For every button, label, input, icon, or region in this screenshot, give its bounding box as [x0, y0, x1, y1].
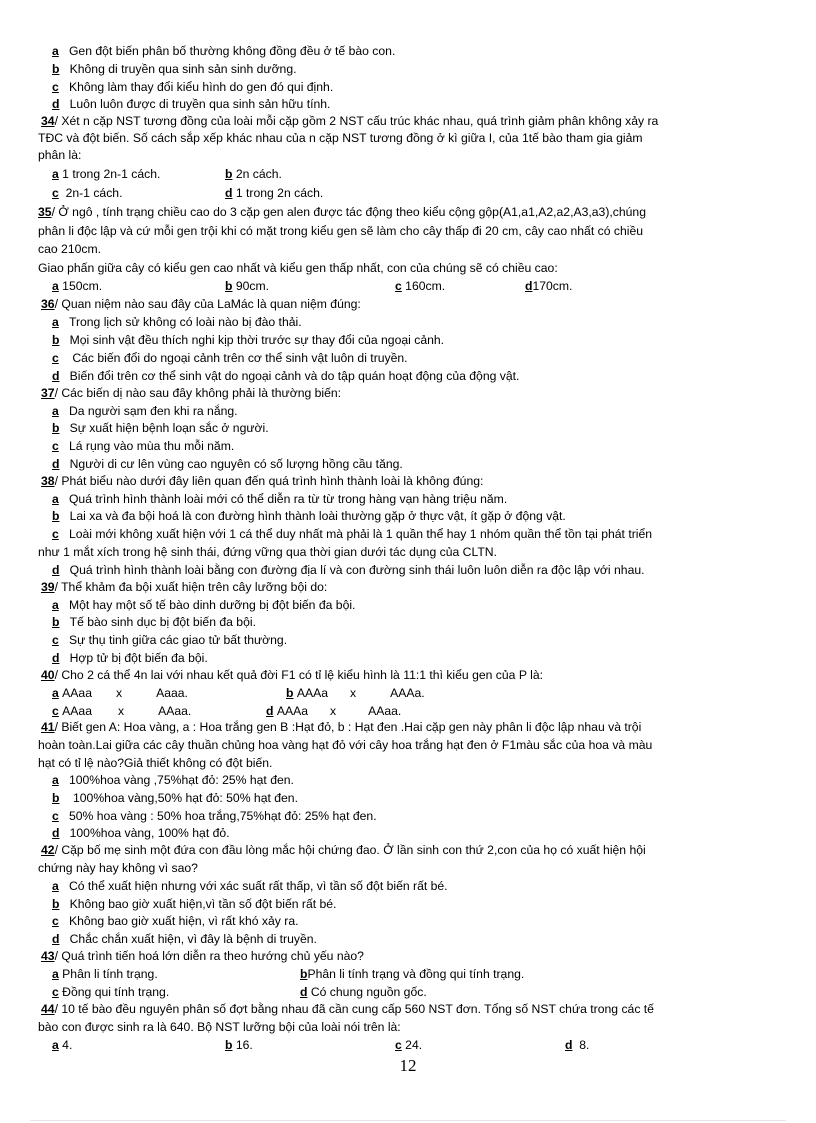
q35-stem-line4: Giao phấn giữa cây có kiểu gen cao nhất và kiểu gen thấp nhất, con của chúng sẽ có chiều cao:: [38, 261, 558, 275]
q35-stem-line3: cao 210cm.: [38, 242, 102, 256]
q44-stem-line1: 44/ 10 tế bào đều nguyên phân số đợt bằng nhau đã cần cung cấp 560 NST đơn. Tổng số NST chứa trong các tế: [41, 1002, 654, 1016]
q40-option-a: a AAaa x Aaaa.: [52, 686, 188, 700]
q34-option-d: d 1 trong 2n cách.: [225, 186, 324, 200]
q36-option-a: a Trong lịch sử không có loài nào bị đào thải.: [52, 315, 302, 329]
q36-option-d: d Biến đổi trên cơ thể sinh vật do ngoại cảnh và do tập quán hoạt động của động vật.: [52, 369, 520, 383]
q40-option-b: b AAAa x AAAa.: [286, 686, 425, 700]
q35-option-c: c 160cm.: [395, 279, 446, 293]
q37-option-a: a Da người sạm đen khi ra nắng.: [52, 404, 238, 418]
q38-option-a: a Quá trình hình thành loài mới có thể diễn ra từ từ trong hàng vạn hàng triệu năm.: [52, 492, 508, 506]
q44-stem-line2: bào con được sinh ra là 640. Bộ NST lưỡng bội của loài nói trên là:: [38, 1020, 401, 1034]
block1-option-a: a Gen đột biến phân bố thường không đồng đều ở tế bào con.: [52, 44, 396, 58]
q42-option-d: d Chắc chắn xuất hiện, vì đây là bệnh di truyền.: [52, 932, 317, 946]
q41-stem-line2: hoàn toàn.Lai giữa các cây thuần chủng hoa vàng hạt đỏ với cây hoa trắng hạt đen ở F1màu sắc của hoa và màu: [38, 738, 653, 752]
q41-stem-line1: 41/ Biết gen A: Hoa vàng, a : Hoa trắng gen B :Hạt đỏ, b : Hạt đen .Hai cặp gen này phân li độc lập nhau và trội: [41, 720, 642, 734]
q39-stem: 39/ Thể khảm đa bội xuất hiện trên cây lưỡng bội do:: [41, 580, 328, 594]
q39-option-d: d Hợp tử bị đột biến đa bội.: [52, 651, 208, 665]
q39-option-c: c Sự thụ tinh giữa các giao tử bất thường.: [52, 633, 288, 647]
q40-stem: 40/ Cho 2 cá thể 4n lai với nhau kết quả đời F1 có tỉ lệ kiểu hình là 11:1 thì kiểu gen của P là:: [41, 668, 544, 682]
q34-option-b: b 2n cách.: [225, 167, 282, 181]
q42-option-b: b Không bao giờ xuất hiện,vì tần số đột biến rất bé.: [52, 897, 337, 911]
q35-option-a: a 150cm.: [52, 279, 103, 293]
q40-option-c: c AAaa x AAaa.: [52, 704, 192, 718]
q42-stem-line1: 42/ Cặp bố mẹ sinh một đứa con đầu lòng mắc hội chứng đao. Ở lần sinh con thứ 2,con của họ có xuất hiện hội: [41, 843, 646, 857]
q34-stem-line3: phân là:: [38, 148, 82, 162]
q43-option-c: c Đồng qui tính trạng.: [52, 985, 170, 999]
page-number: 12: [399, 1056, 417, 1075]
q38-option-c-cont: như 1 mắt xích trong hệ sinh thái, đứng vững qua thời gian dưới tác dụng của CLTN.: [38, 545, 497, 559]
q37-stem: 37/ Các biến dị nào sau đây không phải là thường biến:: [41, 386, 342, 400]
q44-option-b: b 16.: [225, 1038, 253, 1052]
q41-option-a: a 100%hoa vàng ,75%hạt đỏ: 25% hạt đen.: [52, 773, 294, 787]
q34-option-a: a 1 trong 2n-1 cách.: [52, 167, 161, 181]
q43-option-d: d Có chung nguồn gốc.: [300, 985, 427, 999]
q36-stem: 36/ Quan niệm nào sau đây của LaMác là quan niệm đúng:: [41, 297, 361, 311]
q38-option-c: c Loài mới không xuất hiện với 1 cá thể duy nhất mà phải là 1 quần thể hay 1 nhóm quần thể tồn tại phát triển: [52, 527, 653, 541]
block1-option-b: b Không di truyền qua sinh sản sinh dưỡng.: [52, 62, 297, 76]
q35-stem-line2: phân li độc lập và cứ mỗi gen trội khi có mặt trong kiểu gen sẽ làm cho cây thấp đi 20 cm, cây cao nhất có chiều: [38, 224, 643, 238]
q34-option-c: c 2n-1 cách.: [52, 186, 123, 200]
q39-option-b: b Tế bào sinh dục bị đột biến đa bội.: [52, 615, 256, 629]
q42-stem-line2: chứng này hay không vì sao?: [38, 861, 198, 875]
q35-option-d: d170cm.: [525, 279, 573, 293]
q37-option-c: c Lá rụng vào mùa thu mỗi năm.: [52, 439, 235, 453]
q41-option-c: c 50% hoa vàng : 50% hoa trắng,75%hạt đỏ: 25% hạt đen.: [52, 809, 377, 823]
q37-option-d: d Người di cư lên vùng cao nguyên có số lượng hồng cầu tăng.: [52, 457, 403, 471]
q41-option-b: b 100%hoa vàng,50% hạt đỏ: 50% hạt đen.: [52, 791, 298, 805]
q44-option-a: a 4.: [52, 1038, 73, 1052]
block1-option-d: d Luôn luôn được di truyền qua sinh sản hữu tính.: [52, 97, 331, 111]
q34-stem-line2: TĐC và đột biến. Số cách sắp xếp khác nhau của n cặp NST tương đồng ở kì giữa I, của 1tế bào tham gia giảm: [38, 131, 643, 145]
page-divider: [30, 1120, 786, 1121]
q43-stem: 43/ Quá trình tiến hoá lớn diễn ra theo hướng chủ yếu nào?: [41, 949, 364, 963]
q37-option-b: b Sự xuất hiện bệnh loạn sắc ở người.: [52, 421, 269, 435]
q43-option-a: a Phân li tính trạng.: [52, 967, 158, 981]
q35-stem-line1: 35/ Ở ngô , tính trạng chiều cao do 3 cặp gen alen được tác động theo kiểu cộng gộp(A1,a1,A2,a2,A3,a3),chúng: [38, 205, 646, 219]
q40-option-d: d AAAa x AAaa.: [266, 704, 402, 718]
q43-option-b: bPhân li tính trạng và đồng qui tính trạng.: [300, 967, 525, 981]
q42-option-c: c Không bao giờ xuất hiện, vì rất khó xảy ra.: [52, 914, 299, 928]
q39-option-a: a Một hay một số tế bào dinh dưỡng bị đột biến đa bội.: [52, 598, 356, 612]
q38-option-d: d Quá trình hình thành loài bằng con đường địa lí và con đường sinh thái luôn luôn diễn ra độc lập với nhau.: [52, 563, 645, 577]
q42-option-a: a Có thể xuất hiện nhưng với xác suất rất thấp, vì tần số đột biến rất bé.: [52, 879, 448, 893]
q44-option-d: d 8.: [565, 1038, 590, 1052]
q38-stem: 38/ Phát biểu nào dưới đây liên quan đến quá trình hình thành loài là không đúng:: [41, 474, 484, 488]
block1-option-c: c Không làm thay đổi kiểu hình do gen đó qui định.: [52, 80, 334, 94]
q36-option-b: b Mọi sinh vật đều thích nghi kịp thời trước sự thay đổi của ngoại cảnh.: [52, 333, 445, 347]
q34-stem-line1: 34/ Xét n cặp NST tương đồng của loài mỗi cặp gồm 2 NST cấu trúc khác nhau, quá trình giảm phân không xảy ra: [41, 114, 659, 128]
q38-option-b: b Lai xa và đa bội hoá là con đường hình thành loài thường gặp ở thực vật, ít gặp ở động vật.: [52, 509, 566, 523]
q36-option-c: c Các biến đổi do ngoại cảnh trên cơ thể sinh vật luôn di truyền.: [52, 351, 408, 365]
q41-stem-line3: hạt có tỉ lệ nào?Giả thiết không có đột biến.: [38, 756, 273, 770]
q35-option-b: b 90cm.: [225, 279, 270, 293]
q41-option-d: d 100%hoa vàng, 100% hạt đỏ.: [52, 826, 230, 840]
q44-option-c: c 24.: [395, 1038, 423, 1052]
